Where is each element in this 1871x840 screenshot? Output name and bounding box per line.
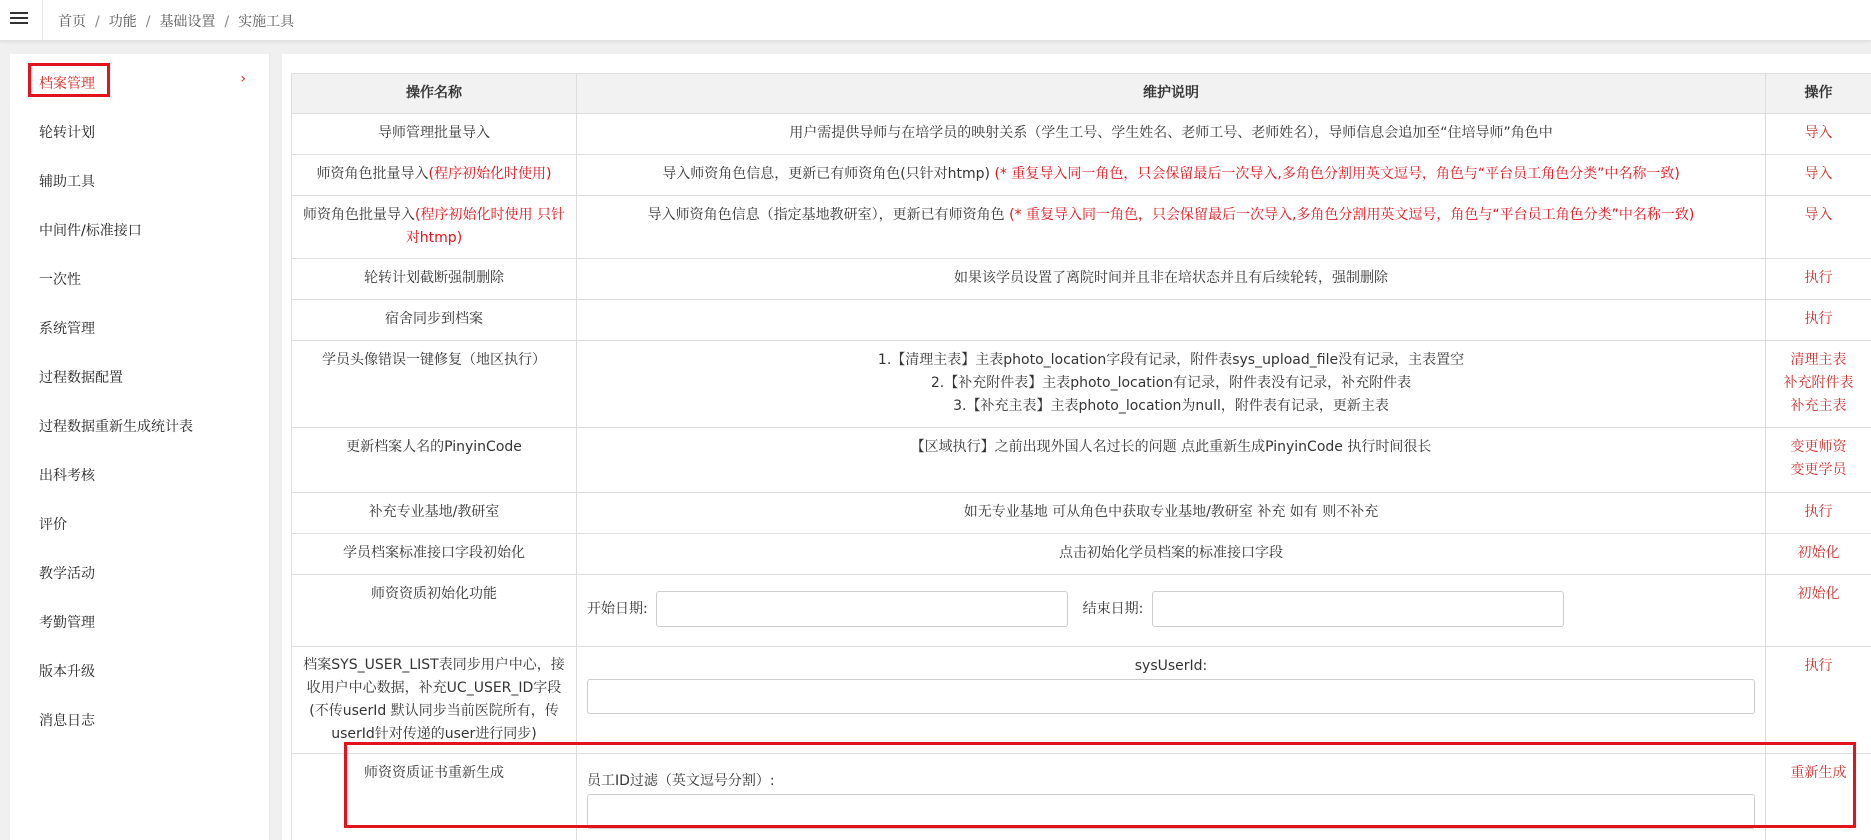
table-row <box>292 754 1871 840</box>
operation-name <box>292 196 577 259</box>
sidebar-item-middleware[interactable] <box>10 207 270 247</box>
sidebar-item-auxiliary-tools[interactable] <box>10 158 270 198</box>
operation-name <box>292 428 577 493</box>
operation-desc <box>577 754 1766 840</box>
table-row <box>292 300 1871 341</box>
operation-name <box>292 259 577 300</box>
sidebar-item-label: 版本升级 <box>39 664 95 680</box>
operation-name-warning: (程序初始化时使用) <box>428 166 552 182</box>
initialize-link[interactable]: 初始化 <box>1797 545 1840 561</box>
sidebar-item-label: 轮转计划 <box>39 125 95 141</box>
operation-desc <box>577 196 1766 259</box>
operation-name-text: 补充专业基地/教研室 <box>368 504 500 520</box>
sys-user-id-label: sysUserId: <box>1134 658 1208 674</box>
operation-actions <box>1766 647 1871 754</box>
breadcrumb-function[interactable]: 功能 <box>108 14 137 30</box>
operation-desc-text: 用户需提供导师与在培学员的映射关系（学生工号、学生姓名、老师工号、老师姓名），导师信息会追加至“住培导师”角色中 <box>789 125 1553 141</box>
employee-id-filter-label: 员工ID过滤（英文逗号分割）: <box>587 773 775 789</box>
sidebar-item-label: 系统管理 <box>39 321 95 337</box>
operation-desc <box>577 114 1766 155</box>
update-students-link[interactable]: 变更学员 <box>1790 462 1847 478</box>
execute-link[interactable]: 执行 <box>1804 270 1833 286</box>
start-date-label: 开始日期: <box>587 600 648 617</box>
start-date-input[interactable] <box>656 591 1068 627</box>
table-header-row <box>292 74 1871 114</box>
operation-name-text: 轮转计划截断强制删除 <box>364 270 504 286</box>
sidebar <box>10 54 270 840</box>
table-row <box>292 575 1871 647</box>
operation-name-text: 师资资质初始化功能 <box>371 586 497 602</box>
execute-link[interactable]: 执行 <box>1804 311 1833 327</box>
operation-name <box>292 341 577 428</box>
operation-desc <box>577 647 1766 754</box>
execute-link[interactable]: 执行 <box>1804 658 1833 674</box>
operation-name <box>292 647 577 754</box>
operation-actions <box>1766 300 1871 341</box>
sidebar-item-process-data-regenerate[interactable] <box>10 403 270 443</box>
top-bar <box>0 0 1871 41</box>
operation-name <box>292 534 577 575</box>
operation-desc <box>577 575 1766 647</box>
operation-actions <box>1766 754 1871 840</box>
operation-desc-warning: (* 重复导入同一角色，只会保留最后一次导入,多角色分割用英文逗号，角色与“平台员工角色分类”中名称一致) <box>994 166 1680 182</box>
operation-name <box>292 300 577 341</box>
import-link[interactable]: 导入 <box>1804 207 1833 223</box>
sidebar-item-exit-assessment[interactable] <box>10 452 270 492</box>
operation-name-text: 导师管理批量导入 <box>378 125 490 141</box>
operation-desc-warning: (* 重复导入同一角色，只会保留最后一次导入,多角色分割用英文逗号，角色与“平台员工角色分类”中名称一致) <box>1009 207 1695 223</box>
table-row <box>292 428 1871 493</box>
table-row <box>292 155 1871 196</box>
sidebar-item-label: 辅助工具 <box>39 174 95 190</box>
operation-name-text: 师资角色批量导入 <box>316 166 429 182</box>
operation-desc <box>577 259 1766 300</box>
employee-id-filter-input[interactable] <box>587 794 1755 829</box>
operation-desc-text: 如果该学员设置了离院时间并且非在培状态并且有后续轮转，强制删除 <box>954 270 1388 286</box>
topbar-divider <box>42 0 43 41</box>
operation-desc-text: 导入师资角色信息，更新已有师资角色(只针对htmp) <box>662 166 991 182</box>
breadcrumb-current: 实施工具 <box>238 14 295 30</box>
breadcrumb-separator: / <box>95 14 100 30</box>
operation-name-text: 师资资质证书重新生成 <box>364 765 504 781</box>
sidebar-item-label: 教学活动 <box>39 566 95 582</box>
import-link[interactable]: 导入 <box>1804 166 1833 182</box>
operation-actions <box>1766 196 1871 259</box>
operation-name-text: 档案SYS_USER_LIST表同步用户中心，接收用户中心数据，补充UC_USER_ID字段(不传userId 默认同步当前医院所有，传userId针对传递的user进行同步) <box>303 657 565 742</box>
column-header-operation-name: 操作名称 <box>292 74 577 114</box>
table-row <box>292 259 1871 300</box>
operation-actions <box>1766 575 1871 647</box>
operation-desc <box>577 428 1766 493</box>
sidebar-item-attendance[interactable] <box>10 599 270 639</box>
sidebar-item-teaching-activities[interactable] <box>10 550 270 590</box>
operation-actions <box>1766 428 1871 493</box>
execute-link[interactable]: 执行 <box>1804 504 1833 520</box>
operation-desc-line: 2.【补充附件表】主表photo_location有记录，附件表没有记录，补充附件表 <box>930 375 1412 391</box>
breadcrumb-home[interactable]: 首页 <box>58 14 86 30</box>
initialize-link[interactable]: 初始化 <box>1797 586 1840 602</box>
regenerate-link[interactable]: 重新生成 <box>1790 765 1847 781</box>
operation-actions <box>1766 259 1871 300</box>
sidebar-item-version-upgrade[interactable] <box>10 648 270 688</box>
operation-desc-text: 如无专业基地 可从角色中获取专业基地/教研室 补充 如有 则不补充 <box>963 504 1379 520</box>
operation-name-text: 学员档案标准接口字段初始化 <box>343 545 525 561</box>
table-row <box>292 341 1871 428</box>
table-row <box>292 647 1871 754</box>
sidebar-item-system-management[interactable] <box>10 305 270 345</box>
sidebar-item-evaluation[interactable] <box>10 501 270 541</box>
breadcrumb <box>58 11 294 31</box>
supplement-attachment-link[interactable]: 补充附件表 <box>1783 375 1854 391</box>
operation-desc <box>577 493 1766 534</box>
table-row <box>292 196 1871 259</box>
operation-name-text: 更新档案人名的PinyinCode <box>346 439 522 455</box>
operation-desc-text: 导入师资角色信息（指定基地教研室），更新已有师资角色 <box>647 207 1005 223</box>
update-teachers-link[interactable]: 变更师资 <box>1790 439 1847 455</box>
hamburger-menu-icon[interactable] <box>10 9 30 29</box>
operation-actions <box>1766 114 1871 155</box>
breadcrumb-basic-settings[interactable]: 基础设置 <box>159 14 216 30</box>
operation-desc-text: 点击初始化学员档案的标准接口字段 <box>1059 545 1283 561</box>
sidebar-item-label: 中间件/标准接口 <box>39 223 142 239</box>
sidebar-item-label: 过程数据配置 <box>39 370 123 386</box>
operation-actions <box>1766 534 1871 575</box>
sidebar-item-message-log[interactable] <box>10 697 270 737</box>
sidebar-item-label: 消息日志 <box>39 713 95 729</box>
sys-user-id-input[interactable] <box>587 679 1755 714</box>
supplement-main-table-link[interactable]: 补充主表 <box>1790 398 1847 414</box>
operation-name <box>292 493 577 534</box>
sidebar-item-label: 过程数据重新生成统计表 <box>39 419 193 435</box>
column-header-actions: 操作 <box>1766 74 1871 114</box>
operation-desc <box>577 534 1766 575</box>
operation-desc <box>577 341 1766 428</box>
import-link[interactable]: 导入 <box>1804 125 1833 141</box>
sidebar-item-label: 出科考核 <box>39 468 95 484</box>
operation-actions <box>1766 493 1871 534</box>
table-row <box>292 493 1871 534</box>
sidebar-item-label: 一次性 <box>39 272 81 288</box>
operation-name <box>292 155 577 196</box>
end-date-input[interactable] <box>1152 591 1564 627</box>
sidebar-item-archive-management[interactable] <box>10 60 270 100</box>
operations-table <box>291 73 1871 840</box>
sidebar-item-label: 档案管理 <box>39 76 95 92</box>
operation-name-text: 宿舍同步到档案 <box>385 311 483 327</box>
table-row <box>292 534 1871 575</box>
chevron-right-icon: › <box>240 71 246 87</box>
table-row <box>292 114 1871 155</box>
operation-name-text: 学员头像错误一键修复（地区执行） <box>322 352 546 368</box>
date-range-form <box>587 583 1755 627</box>
column-header-maintenance-notes: 维护说明 <box>577 74 1766 114</box>
operation-desc-text: 【区域执行】之前出现外国人名过长的问题 点此重新生成PinyinCode 执行时间很长 <box>910 439 1432 455</box>
breadcrumb-separator: / <box>224 14 230 30</box>
sidebar-item-one-time[interactable] <box>10 256 270 296</box>
operation-name-text: 师资角色批量导入 <box>303 207 416 223</box>
breadcrumb-separator: / <box>145 14 151 30</box>
operation-desc-line: 1.【清理主表】主表photo_location字段有记录，附件表sys_upload_file没有记录，主表置空 <box>877 352 1465 368</box>
end-date-label: 结束日期: <box>1082 600 1144 617</box>
operation-actions <box>1766 341 1871 428</box>
operation-name <box>292 575 577 647</box>
operation-desc-line: 3.【补充主表】主表photo_location为null，附件表有记录，更新主表 <box>953 398 1389 414</box>
sidebar-item-label: 评价 <box>39 517 67 533</box>
operation-name <box>292 754 577 840</box>
operation-desc <box>577 155 1766 196</box>
operation-name <box>292 114 577 155</box>
sidebar-item-process-data-config[interactable] <box>10 354 270 394</box>
operation-actions <box>1766 155 1871 196</box>
sidebar-item-label: 考勤管理 <box>39 615 95 631</box>
operation-name-warning: (程序初始化时使用 只针对htmp) <box>405 207 565 246</box>
clean-main-table-link[interactable]: 清理主表 <box>1790 352 1847 368</box>
operation-desc <box>577 300 1766 341</box>
sidebar-item-rotation-plan[interactable] <box>10 109 270 149</box>
